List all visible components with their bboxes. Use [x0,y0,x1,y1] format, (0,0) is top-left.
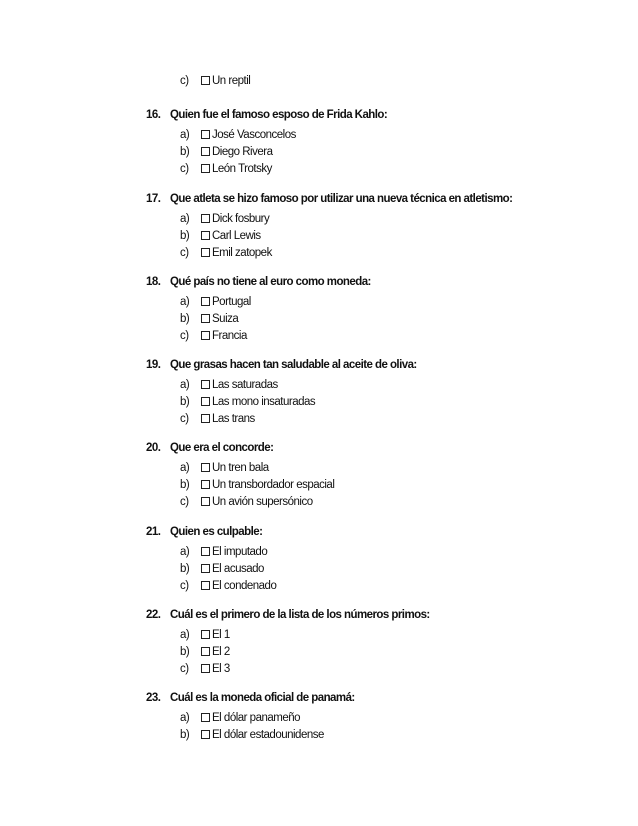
option-text: Portugal [212,295,251,308]
answer-option[interactable] [180,376,616,393]
options-list [180,626,616,677]
question-title [146,608,616,622]
answer-option[interactable] [180,126,616,143]
question-title [146,691,616,705]
checkbox-icon[interactable] [201,248,210,257]
answer-option[interactable] [180,459,616,476]
checkbox-icon[interactable] [201,497,210,506]
option-letter: b) [180,562,190,575]
question-text: Quien fue el famoso esposo de Frida Kahlo: [170,109,388,121]
checkbox-icon[interactable] [201,380,210,389]
answer-option[interactable] [180,709,616,726]
question-title [146,192,616,206]
answer-option[interactable] [180,210,616,227]
question-title [146,441,616,455]
answer-option[interactable] [180,160,616,177]
option-text: El dólar panameño [212,711,301,724]
question-number: 22. [146,609,161,621]
option-letter: c) [180,329,189,342]
option-text: León Trotsky [212,162,272,175]
option-letter: a) [180,628,190,641]
option-text: Francia [212,329,247,342]
question-title [146,358,616,372]
question-18 [146,275,616,344]
continued-option [180,72,250,89]
option-text: El 2 [212,645,230,658]
option-letter: b) [180,395,190,408]
option-text: Un avión supersónico [212,495,313,508]
question-number: 21. [146,526,161,538]
answer-option[interactable] [180,310,616,327]
option-text: Un reptil [212,74,251,87]
question-text: Que era el concorde: [170,442,274,454]
checkbox-icon[interactable] [201,463,210,472]
answer-option[interactable] [180,410,616,427]
option-letter: b) [180,312,190,325]
option-text: El condenado [212,579,277,592]
checkbox-icon[interactable] [201,564,210,573]
question-text: Cuál es el primero de la lista de los números primos: [170,609,430,621]
checkbox-icon[interactable] [201,581,210,590]
question-number: 20. [146,442,161,454]
question-text: Que atleta se hizo famoso por utilizar una nueva técnica en atletismo: [170,193,513,205]
question-21 [146,525,616,594]
option-text: El 1 [212,628,230,641]
checkbox-icon[interactable] [201,414,210,423]
option-text: José Vasconcelos [212,128,296,141]
option-letter: c) [180,162,189,175]
options-list [180,126,616,177]
option-text: El imputado [212,545,268,558]
question-number: 18. [146,276,161,288]
answer-option[interactable] [180,227,616,244]
answer-option[interactable] [180,476,616,493]
option-letter: a) [180,378,190,391]
options-list [180,459,616,510]
option-letter: a) [180,295,190,308]
option-text: Las trans [212,412,255,425]
answer-option[interactable] [180,543,616,560]
option-text: Suiza [212,312,239,325]
option-letter: c) [180,74,189,87]
answer-option[interactable] [180,726,616,743]
answer-option[interactable] [180,660,616,677]
option-letter: a) [180,545,190,558]
checkbox-icon[interactable] [201,130,210,139]
checkbox-icon[interactable] [201,647,210,656]
checkbox-icon[interactable] [201,76,210,85]
checkbox-icon[interactable] [201,730,210,739]
question-16 [146,108,616,177]
option-text: El 3 [212,662,230,675]
option-text: Un tren bala [212,461,269,474]
options-list [180,543,616,594]
question-text: Que grasas hacen tan saludable al aceite de oliva: [170,359,417,371]
checkbox-icon[interactable] [201,713,210,722]
checkbox-icon[interactable] [201,331,210,340]
option-letter: a) [180,212,190,225]
options-list [180,210,616,261]
question-text: Qué país no tiene al euro como moneda: [170,276,371,288]
checkbox-icon[interactable] [201,231,210,240]
question-title [146,525,616,539]
checkbox-icon[interactable] [201,147,210,156]
option-text: Dick fosbury [212,212,270,225]
option-text: Un transbordador espacial [212,478,335,491]
checkbox-icon[interactable] [201,480,210,489]
question-number: 17. [146,193,161,205]
checkbox-icon[interactable] [201,164,210,173]
option-letter: c) [180,495,189,508]
option-letter: b) [180,478,190,491]
option-text: Diego Rivera [212,145,273,158]
answer-option[interactable] [180,244,616,261]
option-letter: c) [180,662,189,675]
question-text: Quien es culpable: [170,526,263,538]
option-letter: c) [180,579,189,592]
question-19 [146,358,616,427]
answer-option[interactable] [180,143,616,160]
option-text: Las mono insaturadas [212,395,316,408]
checkbox-icon[interactable] [201,397,210,406]
question-title [146,108,616,122]
question-title [146,275,616,289]
options-list [180,709,616,743]
answer-option[interactable] [180,493,616,510]
answer-option[interactable] [180,72,250,89]
checkbox-icon[interactable] [201,630,210,639]
option-letter: b) [180,229,190,242]
checkbox-icon[interactable] [201,214,210,223]
option-text: Carl Lewis [212,229,261,242]
option-letter: a) [180,711,190,724]
answer-option[interactable] [180,393,616,410]
question-20 [146,441,616,510]
option-letter: c) [180,246,189,259]
option-letter: b) [180,728,190,741]
question-number: 16. [146,109,161,121]
option-letter: b) [180,645,190,658]
option-letter: b) [180,145,190,158]
checkbox-icon[interactable] [201,314,210,323]
question-number: 23. [146,692,161,704]
checkbox-icon[interactable] [201,664,210,673]
options-list [180,376,616,427]
option-text: El dólar estadounidense [212,728,324,741]
answer-option[interactable] [180,626,616,643]
option-text: Emil zatopek [212,246,272,259]
answer-option[interactable] [180,327,616,344]
option-letter: a) [180,128,190,141]
option-letter: c) [180,412,189,425]
question-text: Cuál es la moneda oficial de panamá: [170,692,355,704]
checkbox-icon[interactable] [201,297,210,306]
question-17 [146,192,616,261]
question-23 [146,691,616,743]
options-list [180,293,616,344]
answer-option[interactable] [180,560,616,577]
option-text: El acusado [212,562,264,575]
answer-option[interactable] [180,293,616,310]
option-text: Las saturadas [212,378,278,391]
option-letter: a) [180,461,190,474]
question-22 [146,608,616,677]
answer-option[interactable] [180,577,616,594]
answer-option[interactable] [180,643,616,660]
checkbox-icon[interactable] [201,547,210,556]
question-number: 19. [146,359,161,371]
